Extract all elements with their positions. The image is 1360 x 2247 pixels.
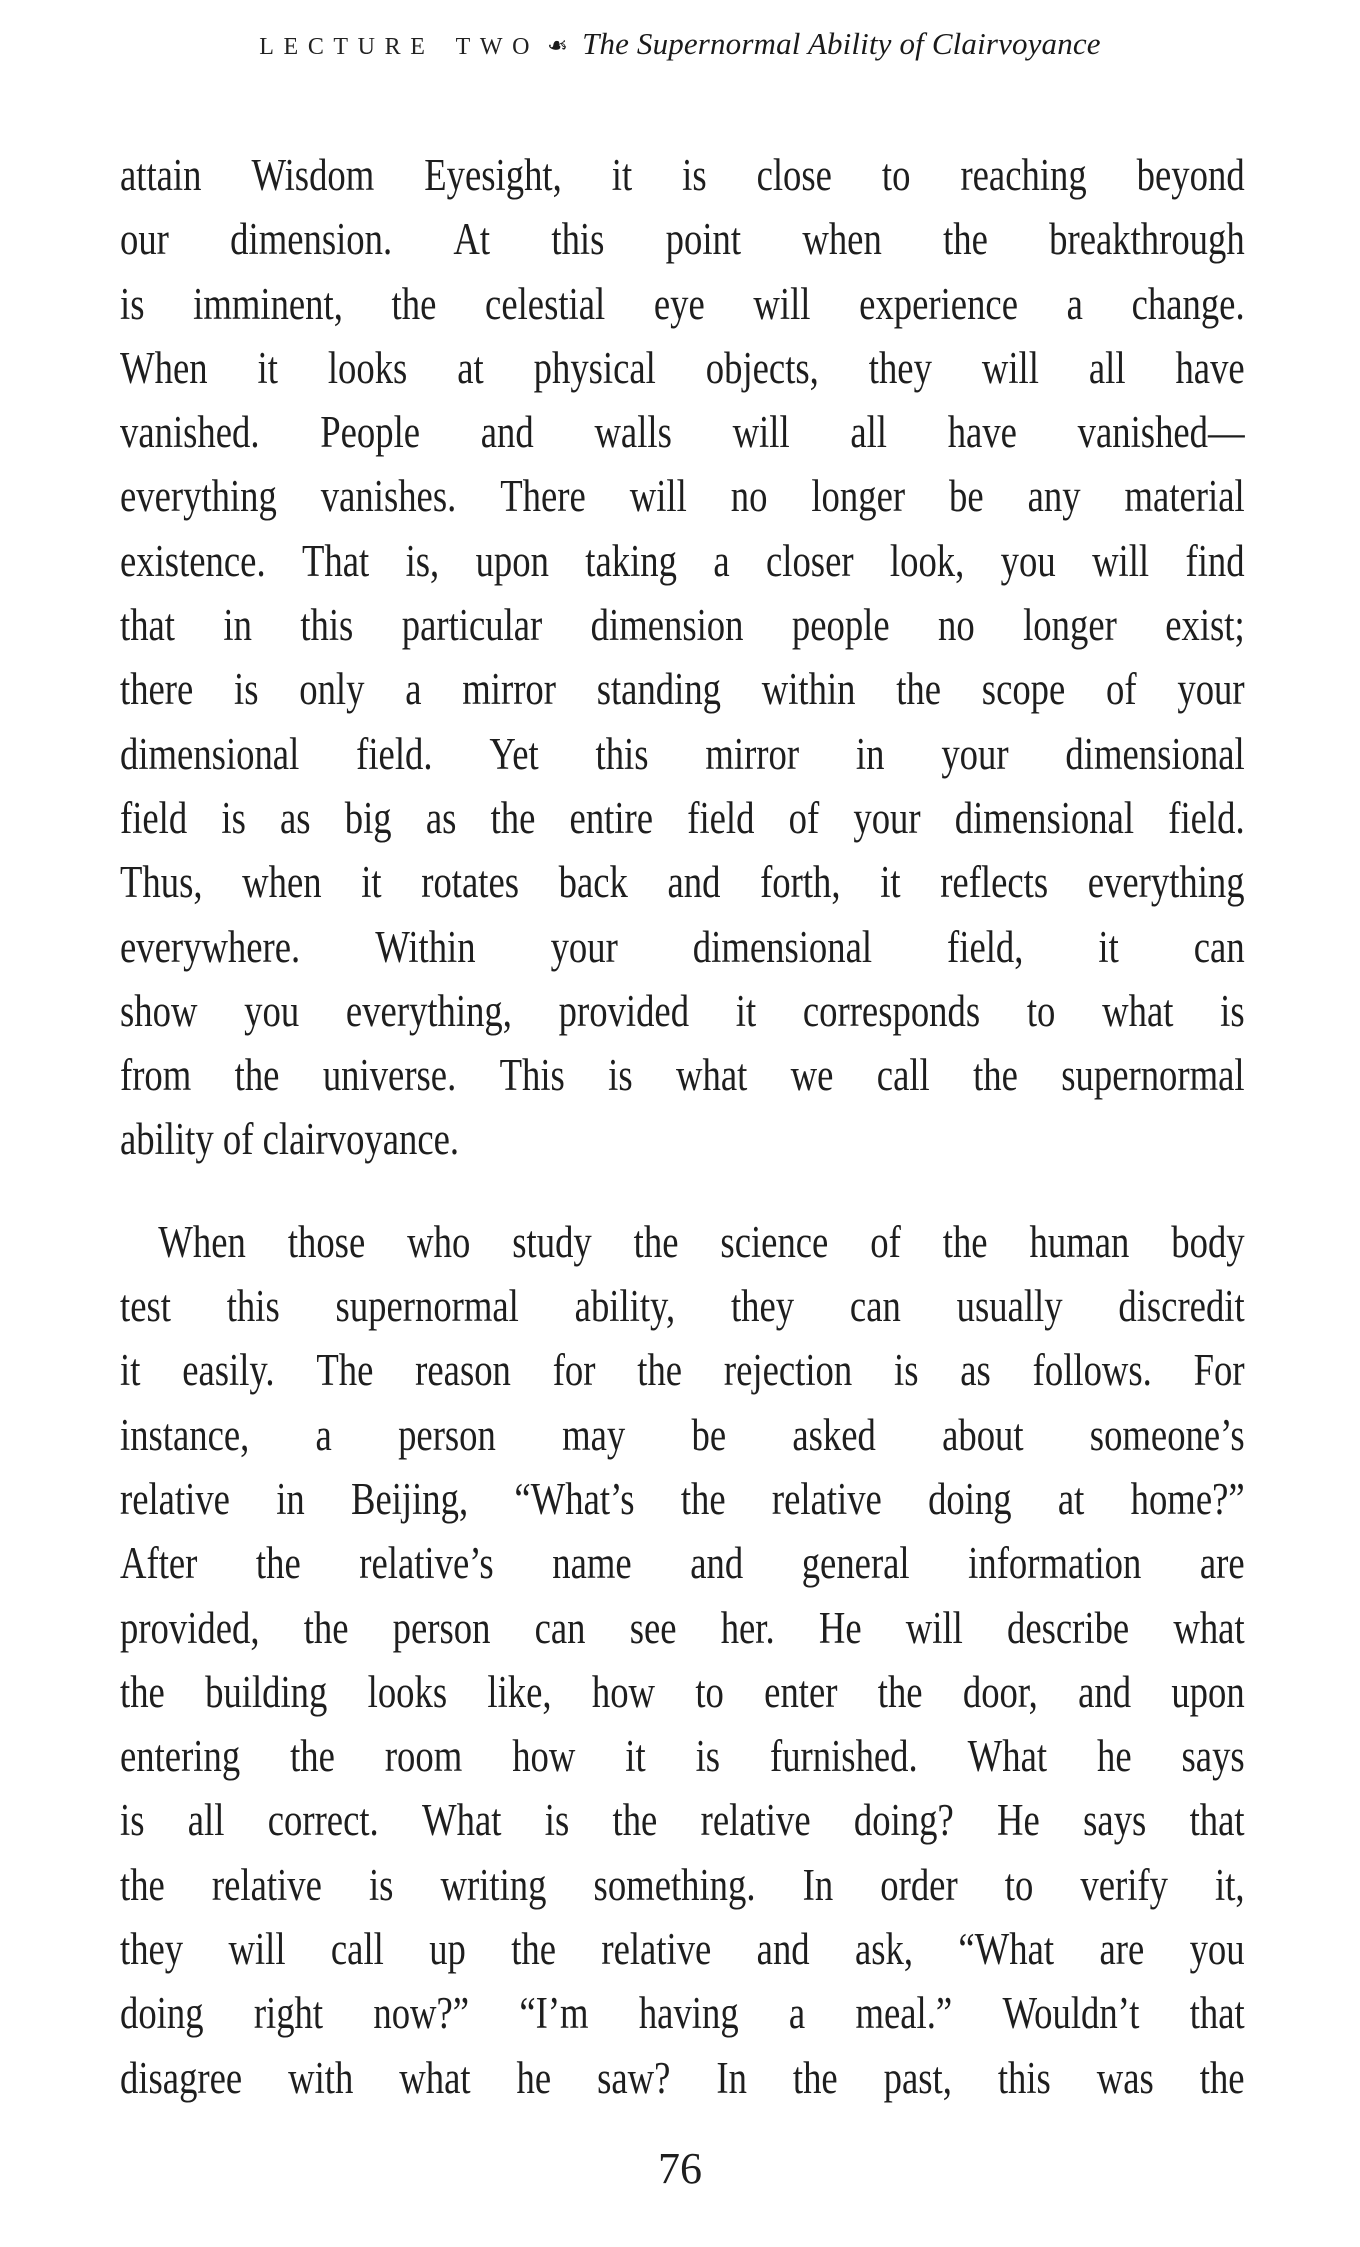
text-line: the relative is writing something. In order to verify it, [120, 1859, 1245, 1910]
text-line: the building looks like, how to enter the door, and upon [120, 1666, 1245, 1717]
text-line: is all correct. What is the relative doing? He says that [120, 1795, 1245, 1846]
paragraph-gap [120, 1172, 1245, 1210]
text-line: vanished. People and walls will all have vanished— [120, 407, 1245, 458]
paragraph [120, 1210, 1245, 2110]
text-line: they will call up the relative and ask, “What are you [120, 1924, 1245, 1975]
text-line: dimensional field. Yet this mirror in your dimensional [120, 728, 1245, 779]
text-line: instance, a person may be asked about someone’s [120, 1409, 1245, 1460]
text-line: relative in Beijing, “What’s the relative doing at home?” [120, 1473, 1245, 1524]
text-line: existence. That is, upon taking a closer look, you will find [120, 535, 1245, 586]
text-line: When those who study the science of the human body [158, 1216, 1245, 1267]
text-line: is imminent, the celestial eye will experience a change. [120, 278, 1245, 329]
header-chapter-title: The Supernormal Ability of Clairvoyance [582, 26, 1101, 61]
text-line: doing right now?” “I’m having a meal.” Wouldn’t that [120, 1988, 1245, 2039]
text-line: When it looks at physical objects, they will all have [120, 342, 1245, 393]
body-text-block [120, 143, 1245, 2110]
text-line: entering the room how it is furnished. What he says [120, 1731, 1245, 1782]
running-header [0, 26, 1360, 62]
text-line: field is as big as the entire field of your dimensional field. [120, 792, 1245, 843]
text-line: ability of clairvoyance. [120, 1114, 460, 1165]
text-line: that in this particular dimension people no longer exist; [120, 600, 1245, 651]
text-line: Thus, when it rotates back and forth, it reflects everything [120, 857, 1245, 908]
text-line: provided, the person can see her. He will describe what [120, 1602, 1245, 1653]
text-line: our dimension. At this point when the breakthrough [120, 214, 1245, 265]
text-line: attain Wisdom Eyesight, it is close to reaching beyond [120, 150, 1245, 200]
text-line: disagree with what he saw? In the past, this was the [120, 2052, 1245, 2103]
page-number: 76 [658, 2144, 702, 2193]
fleuron-leaf-icon: ❧ [547, 31, 569, 60]
paragraph [120, 143, 1245, 1172]
text-line: After the relative’s name and general information are [120, 1538, 1245, 1589]
text-line: everywhere. Within your dimensional field, it can [120, 921, 1245, 972]
text-line: show you everything, provided it corresponds to what is [120, 985, 1245, 1036]
text-line: it easily. The reason for the rejection is as follows. For [120, 1345, 1245, 1396]
text-line: test this supernormal ability, they can usually discredit [120, 1281, 1245, 1332]
text-line: from the universe. This is what we call the supernormal [120, 1050, 1245, 1101]
header-lecture-label: LECTURE TWO [259, 34, 540, 60]
text-line: everything vanishes. There will no longer be any material [120, 471, 1245, 522]
text-line: there is only a mirror standing within the scope of your [120, 664, 1245, 715]
